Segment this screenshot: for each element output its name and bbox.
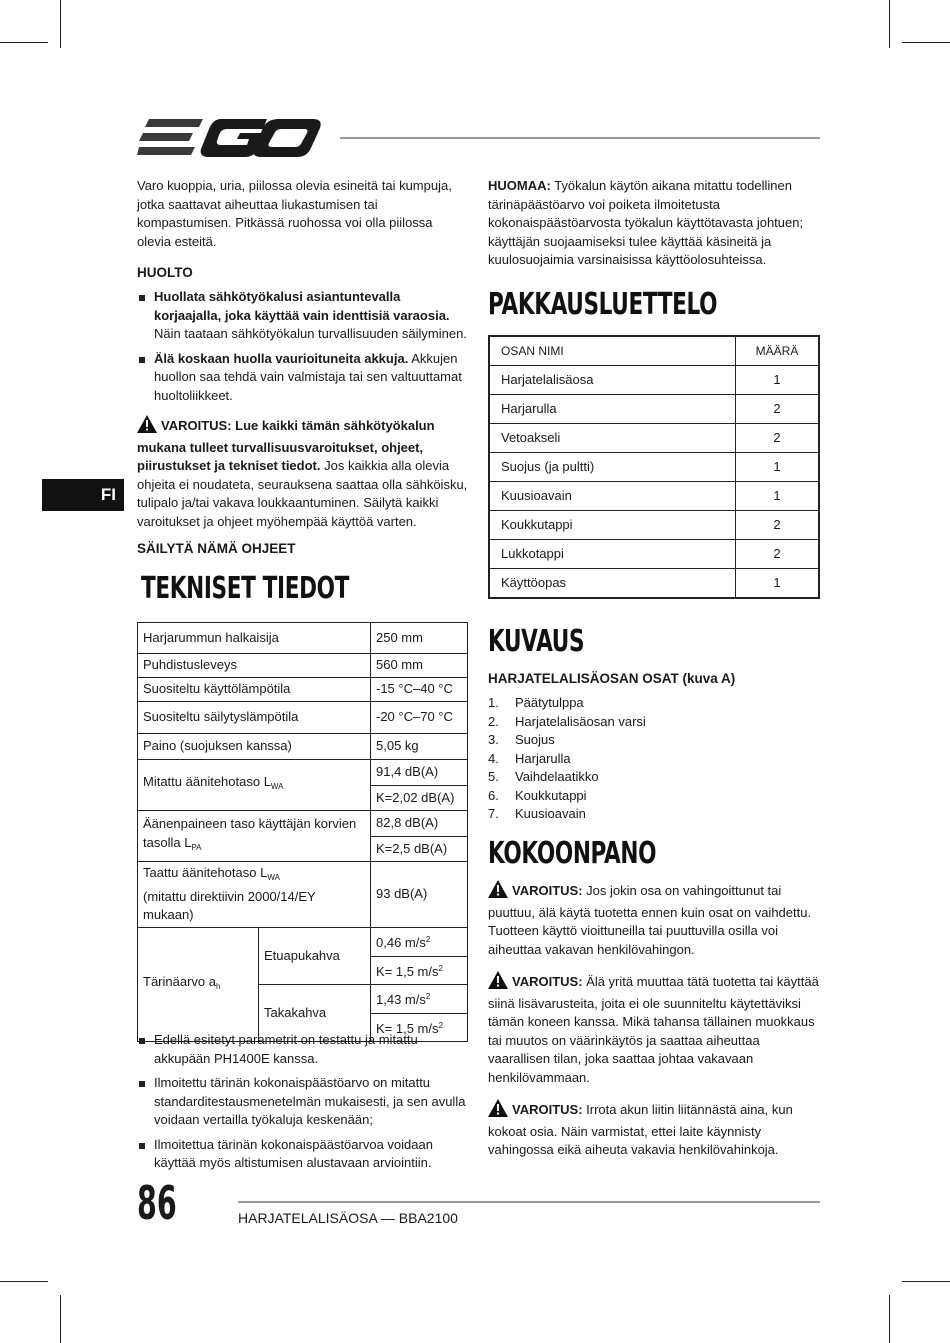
huolto-list: [137, 288, 469, 411]
table-row: [489, 482, 819, 511]
packing-table: [488, 335, 820, 599]
crop-mark: [0, 1281, 48, 1282]
parts-list: [488, 694, 820, 824]
table-row: [489, 540, 819, 569]
spec-label: Taattu äänitehotaso $L_{WA}$ (mitattu direktiivin 2000/14/EY mukaan): [138, 862, 371, 928]
table-row: [489, 453, 819, 482]
table-row: [489, 424, 819, 453]
warning-icon: [137, 415, 157, 439]
crop-mark: [889, 0, 890, 48]
part-qty: 1: [736, 453, 820, 482]
spec-label: Paino (suojuksen kanssa): [138, 734, 371, 760]
spec-value: 560 mm: [371, 654, 468, 678]
spec-value: -15 °C–40 °C: [371, 678, 468, 702]
description-heading: KUVAUS: [488, 624, 585, 659]
part-name: Harjarulla: [489, 395, 736, 424]
spec-value: 0,46 $m/s^2$ K= 1,5 $m/s^2$: [371, 928, 468, 985]
list-item: 4. Harjarulla: [488, 750, 571, 766]
spec-value: -20 °C–70 °C: [371, 702, 468, 734]
spec-label: Äänenpaineen taso käyttäjän korvien tasolla $L_{PA}$: [138, 811, 371, 862]
list-item: Huollata sähkötyökalusi asiantuntevalla korjaajalla, joka käyttää vain identtisiä varaosia. Näin taataan sähkötyökalun turvallisuuden säilyminen.: [137, 288, 469, 344]
table-row: [138, 862, 468, 928]
table-row: [138, 678, 468, 702]
note-block: HUOMAA: Työkalun käytön aikana mitattu todellinen tärinäpäästöarvo voi poiketa ilmoitetusta kokonaispäästöarvosta työkalun käyttötavasta johtuen; käyttäjän suojaamiseksi tulee käyttää käsineitä ja kuulosuojaimia varsinaisissa käyttöolosuhteissa.: [488, 178, 804, 267]
table-row: [489, 511, 819, 540]
part-name: Lukkotappi: [489, 540, 736, 569]
table-header-row: [489, 336, 819, 366]
part-qty: 2: [736, 424, 820, 453]
part-qty: 2: [736, 511, 820, 540]
specs-notes: [137, 1031, 469, 1179]
warning-icon: [488, 1099, 508, 1123]
list-item: Edellä esitetyt parametrit on testattu ja mitattu akkupään PH1400E kanssa.: [137, 1031, 469, 1068]
spec-label: Harjarummun halkaisija: [138, 623, 371, 654]
spec-value: 1,43 $m/s^2$ K= 1,5 $m/s^2$: [371, 985, 468, 1042]
part-qty: 1: [736, 366, 820, 395]
table-row: [138, 928, 468, 985]
spec-value: 91,4 dB(A) K=2,02 dB(A): [371, 760, 468, 811]
spec-label: Tärinäarvo $a_h$: [138, 928, 259, 1042]
list-item: 7. Kuusioavain: [488, 806, 586, 821]
table-row: [138, 760, 468, 811]
part-qty: 2: [736, 540, 820, 569]
crop-mark: [60, 0, 61, 48]
huolto-heading: HUOLTO: [137, 265, 193, 280]
list-item: 2. Harjatelalisäosan varsi: [488, 713, 646, 729]
spec-value: 250 mm: [371, 623, 468, 654]
list-item: 6. Koukkutappi: [488, 787, 587, 803]
crop-mark: [902, 42, 950, 43]
part-qty: 2: [736, 395, 820, 424]
intro-text: Varo kuoppia, uria, piilossa olevia esineitä tai kumpuja, jotka saattavat aiheuttaa liukastumisen tai kompastumisen. Pitkässä ruohossa voi olla piilossa olevia esteitä.: [137, 178, 452, 249]
spec-label: Suositeltu säilytyslämpötila: [138, 702, 371, 734]
part-name: Kuusioavain: [489, 482, 736, 511]
table-row: [489, 569, 819, 599]
spec-label: Mitattu äänitehotaso $L_{WA}$: [138, 760, 371, 811]
tech-specs-heading: TEKNISET TIEDOT: [141, 571, 350, 606]
table-row: [138, 623, 468, 654]
table-row: [489, 366, 819, 395]
table-row: [138, 702, 468, 734]
assembly-heading: KOKOONPANO: [488, 836, 657, 871]
part-name: Suojus (ja pultti): [489, 453, 736, 482]
part-qty: 1: [736, 482, 820, 511]
list-item: 1. Päätytulppa: [488, 695, 584, 710]
part-name: Käyttöopas: [489, 569, 736, 599]
table-row: [489, 395, 819, 424]
packing-list-heading: PAKKAUSLUETTELO: [488, 287, 718, 322]
column-header-qty: MÄÄRÄ: [736, 336, 820, 366]
spec-value: 93 dB(A): [371, 862, 468, 928]
list-item: 3. Suojus: [488, 732, 555, 747]
specs-table: [137, 622, 468, 1042]
crop-mark: [902, 1281, 950, 1282]
list-item: 5. Vaihdelaatikko: [488, 769, 599, 784]
warning-block: VAROITUS: Irrota akun liitin liitännästä aina, kun kokoat osia. Näin varmistat, ettei laite käynnisty vahingossa eikä aiheuta vakavia henkilövahinkoja.: [488, 1099, 820, 1160]
list-item: Ilmoitettu tärinän kokonaispäästöarvo on mitattu standarditestausmenetelmän mukaisesti, ja sen avulla voidaan vertailla työkaluja keskenään;: [137, 1074, 469, 1130]
save-instructions-heading: SÄILYTÄ NÄMÄ OHJEET: [137, 541, 296, 556]
part-qty: 1: [736, 569, 820, 599]
header-rule: [340, 137, 820, 139]
footer-title: HARJATELALISÄOSA — BBA2100: [238, 1210, 458, 1226]
part-name: Koukkutappi: [489, 511, 736, 540]
spec-sublabel: Etuapukahva: [259, 928, 371, 985]
column-header-name: OSAN NIMI: [489, 336, 736, 366]
table-row: [138, 811, 468, 862]
spec-label: Suositeltu käyttölämpötila: [138, 678, 371, 702]
warning-block: VAROITUS: Jos jokin osa on vahingoittunut tai puuttuu, älä käytä tuotetta ennen kuin osat on vaihdettu. Tuotteen käyttö vioittuneilla tai puuttuvilla osilla voi aiheuttaa vakavan henkilövahingon.: [488, 880, 820, 959]
table-row: [138, 654, 468, 678]
warning-icon: [488, 971, 508, 995]
parts-subheading: HARJATELALISÄOSAN OSAT (kuva A): [488, 671, 736, 686]
spec-value: 82,8 dB(A) K=2,5 dB(A): [371, 811, 468, 862]
table-row: [138, 734, 468, 760]
crop-mark: [0, 42, 48, 43]
spec-label: Puhdistusleveys: [138, 654, 371, 678]
spec-sublabel: Takakahva: [259, 985, 371, 1042]
crop-mark: [889, 1295, 890, 1343]
list-item: Ilmoitettua tärinän kokonaispäästöarvoa voidaan käyttää myös altistumisen alustavaan arviointiin.: [137, 1136, 469, 1173]
ego-logo: [137, 117, 322, 159]
spec-value: 5,05 kg: [371, 734, 468, 760]
warning-icon: [488, 880, 508, 904]
page-number: 86: [137, 1176, 177, 1230]
warning-block: VAROITUS: Älä yritä muuttaa tätä tuotetta tai käyttää siinä lisävarusteita, joita ei ole suunniteltu käytettäviksi tämän koneen kanssa. Mikä tahansa tällainen muokkaus tai muutos on väärinkäytös ja saattaa aiheuttaa vaarallisen tilan, joka saattaa johtaa vakavaan henkilövammaan.: [488, 971, 820, 1087]
warning-block: VAROITUS: Lue kaikki tämän sähkötyökalun mukana tulleet turvallisuusvaroitukset, ohjeet, piirustukset ja tekniset tiedot. Jos kaikkia alla olevia ohjeita ei noudateta, seurauksena saattaa olla sähköisku, tulipalo ja/tai vakava loukkaantuminen. Säilytä kaikki varoitukset ja ohjeet myöhempää käyttöä varten.: [137, 415, 469, 531]
footer-rule: [238, 1201, 820, 1203]
part-name: Harjatelalisäosa: [489, 366, 736, 395]
list-item: Älä koskaan huolla vaurioituneita akkuja. Akkujen huollon saa tehdä vain valmistaja tai sen valtuuttamat huoltoliikkeet.: [137, 350, 469, 406]
part-name: Vetoakseli: [489, 424, 736, 453]
crop-mark: [60, 1295, 61, 1343]
language-tab: FI: [42, 479, 124, 511]
